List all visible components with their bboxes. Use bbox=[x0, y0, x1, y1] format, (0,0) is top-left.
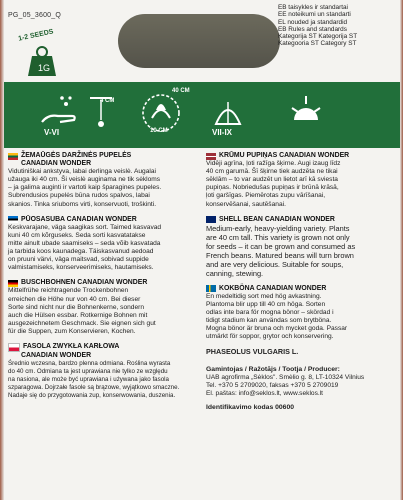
latvia-flag-icon bbox=[206, 153, 216, 160]
sweden-flag-icon bbox=[206, 285, 216, 292]
poland-flag-icon bbox=[8, 343, 20, 352]
desc-line: on pruuni värvi, väga maitsvad, sobivad suppide bbox=[8, 256, 149, 264]
harvest-months: VII-IX bbox=[212, 128, 233, 137]
section-title-lt bbox=[8, 152, 198, 160]
section-estonian bbox=[8, 216, 198, 273]
desc-line: and are very delicious. Suitable for soups, bbox=[206, 259, 344, 269]
text-column-left bbox=[8, 152, 198, 408]
identification-code: Identifikavimo kodas 00600 bbox=[206, 403, 295, 411]
desc-line: utmärkt för soppor, grytor och konservering. bbox=[206, 333, 334, 341]
desc-line: konservēšanai, sautēšanai. bbox=[206, 200, 286, 208]
desc-line: Plantorna blir upp till 40 cm höga. Sorten bbox=[206, 300, 326, 308]
section-title-en bbox=[206, 216, 400, 224]
producer-line: Tel. +370 5 2709020, faksas +370 5 2709019 bbox=[206, 381, 339, 389]
section-title-de bbox=[8, 279, 198, 287]
desc-line: Subrendusios pupelės būna rudos spalvos, labai bbox=[8, 192, 150, 200]
harvest-icon bbox=[208, 92, 248, 132]
desc-line: Średnio wczesna, bardzo plenna odmiana. Roślina wyrasta bbox=[8, 360, 171, 368]
germany-flag-icon bbox=[8, 280, 18, 287]
desc-line: užauga iki 40 cm. Ši veislė auginama ne tik sėkloms bbox=[8, 176, 161, 184]
plant-spacing-label: 10 CM bbox=[150, 128, 168, 134]
section-title-se bbox=[206, 285, 400, 293]
desc-line: Mittelfrühe reichtragende Trockenbohnen bbox=[8, 287, 129, 295]
desc-line: valmistamiseks, konserveerimiseks, hautamiseks. bbox=[8, 264, 154, 272]
producer-line: El. paštas: info@seklos.lt, www.seklos.lt bbox=[206, 389, 323, 397]
standards-line: EB Rules and standards bbox=[278, 25, 347, 33]
packet-edge-left bbox=[0, 0, 4, 500]
section-swedish bbox=[206, 285, 400, 342]
subtitle-text: CANADIAN WONDER bbox=[21, 351, 92, 359]
subtitle-text: CANADIAN WONDER bbox=[21, 160, 92, 168]
text-column-right bbox=[206, 152, 400, 412]
desc-line: mitte ainult ubade saamiseks – seda võib kasvatada bbox=[8, 239, 161, 247]
seeds-per-gram-label: 1-2 SEEDS bbox=[17, 28, 55, 43]
standards-line: EL nouded ja standardid bbox=[278, 18, 348, 26]
desc-line: Mogna bönor är bruna och mycket goda. Passar bbox=[206, 325, 348, 333]
title-text: PŪOSASUBA CANADIAN WONDER bbox=[21, 215, 137, 223]
svg-text:1G: 1G bbox=[38, 63, 51, 73]
desc-line: Vidutiniškai ankstyva, labai derlinga veislė. Augalai bbox=[8, 168, 156, 176]
desc-line: tidigt stadium kan användas som brytböna. bbox=[206, 317, 332, 325]
desc-line: auch die Hülsen essbar. Rotkernige Bohnen mit bbox=[8, 311, 148, 319]
section-latvian bbox=[206, 152, 400, 209]
desc-line: are 40 cm tall. This variety is grown not only bbox=[206, 232, 350, 242]
desc-line: Nadaje się do przygotowania zup, konserwowania, duszenia. bbox=[8, 392, 176, 400]
desc-line: for seeds – it can be grown and consumed as bbox=[206, 241, 356, 251]
desc-line: En medeltidig sort med hög avkastning. bbox=[206, 292, 322, 300]
desc-line: ļoti garšīgas. Piemērotas zupu vārīšanai, bbox=[206, 192, 326, 200]
section-title-ee bbox=[8, 216, 198, 224]
desc-line: erreichen die Höhe nur von 40 cm. Bei dieser bbox=[8, 295, 141, 303]
desc-line: für die Suppen, zum Konservieren, Kochen. bbox=[8, 327, 136, 335]
desc-line: French beans. Matured beans will turn brown bbox=[206, 250, 354, 260]
title-text: KOKBÖNA CANADIAN WONDER bbox=[219, 284, 327, 292]
lithuania-flag-icon bbox=[8, 153, 18, 160]
desc-line: skanios. Tinka sriuboms virti, konservuoti, troškinti. bbox=[8, 200, 157, 208]
row-spacing-label: 40 CM bbox=[172, 88, 190, 94]
title-text: FASOLA ZWYKŁA KARŁOWA bbox=[23, 343, 120, 351]
desc-line: Vidēji agrīna, ļoti ražīga šķirne. Augi izaug līdz bbox=[206, 160, 341, 168]
desc-line: na nasiona, ale może być uprawiana i używana jako fasola bbox=[8, 376, 169, 384]
producer-header: Gamintojas / Ražotājs / Tootja / Producer: bbox=[206, 365, 340, 373]
sowing-hand-icon bbox=[38, 92, 80, 132]
desc-line: pupiņas. Nobriedušas pupiņas ir brūnā krāsā, bbox=[206, 184, 339, 192]
section-lithuanian bbox=[8, 152, 198, 209]
desc-line: Medium-early, heavy-yielding variety. Plants bbox=[206, 223, 350, 233]
desc-line: Sorte sind nicht nur die Bohnenkerne, sondern bbox=[8, 303, 144, 311]
title-text: KRŪMU PUPIŅAS CANADIAN WONDER bbox=[219, 152, 350, 159]
desc-line: ausgezeichnetem Geschmack. Sie eignen sich gut bbox=[8, 319, 156, 327]
standards-line: EE noteikumi un standarti bbox=[278, 11, 351, 19]
estonia-flag-icon bbox=[8, 216, 18, 223]
standards-line: Kategorija ST Kategorija ST bbox=[278, 33, 358, 41]
product-code: PG_05_3600_Q bbox=[8, 12, 61, 19]
producer-line: UAB agrofirma „Sėklos". Smėlio g. 8, LT-10324 Vilnius bbox=[206, 373, 365, 381]
desc-line: szparagowa. Dojrzałe fasole są brązowe, wyjątkowo smaczne. bbox=[8, 384, 180, 392]
latin-name: PHASEOLUS VULGARIS L. bbox=[206, 347, 299, 357]
desc-line: 40 cm garumā. Šī šķirne tiek audzēta ne tikai bbox=[206, 168, 338, 176]
desc-line: Keskvarajane, väga saagikas sort. Taimed kasvavad bbox=[8, 223, 162, 231]
standards-line: Kategooria ST Category ST bbox=[278, 40, 357, 48]
section-german bbox=[8, 279, 198, 336]
desc-line: sēklām – to var audzēt un lietot arī kā sviesta bbox=[206, 176, 338, 184]
desc-line: kuni 40 cm kõrguseks. Seda sorti kasvatatakse bbox=[8, 231, 146, 239]
desc-line: odlas inte bara för mogna bönor – skördad i bbox=[206, 309, 334, 317]
section-title-lv bbox=[206, 152, 400, 160]
standards-line: EB taisykles ir standartai bbox=[278, 4, 348, 11]
section-english bbox=[206, 216, 400, 278]
sowing-months: V-VI bbox=[44, 128, 60, 137]
desc-line: canning, stewing. bbox=[206, 268, 264, 278]
uk-flag-icon bbox=[206, 216, 216, 223]
standards-block bbox=[278, 4, 357, 48]
title-text: SHELL BEAN CANADIAN WONDER bbox=[219, 215, 335, 223]
desc-line: do 40 cm. Odmiana ta jest uprawiana nie tylko ze względu bbox=[8, 368, 168, 376]
hang-hole bbox=[118, 14, 280, 68]
desc-line: – ja galima auginti ir vartoti kaip šparagines pupeles. bbox=[8, 184, 162, 192]
section-polish bbox=[8, 343, 198, 401]
depth-label: 4 CM bbox=[100, 98, 115, 104]
desc-line: ja tarbida koos kaunadega. Täiskasvanud aedoad bbox=[8, 248, 154, 256]
sun-icon bbox=[288, 92, 324, 128]
title-text: BUSCHBOHNEN CANADIAN WONDER bbox=[21, 279, 148, 287]
title-text: ŽEMAŪGĖS DARŽINĖS PUPELĖS bbox=[21, 152, 132, 159]
section-title-pl bbox=[8, 343, 198, 352]
